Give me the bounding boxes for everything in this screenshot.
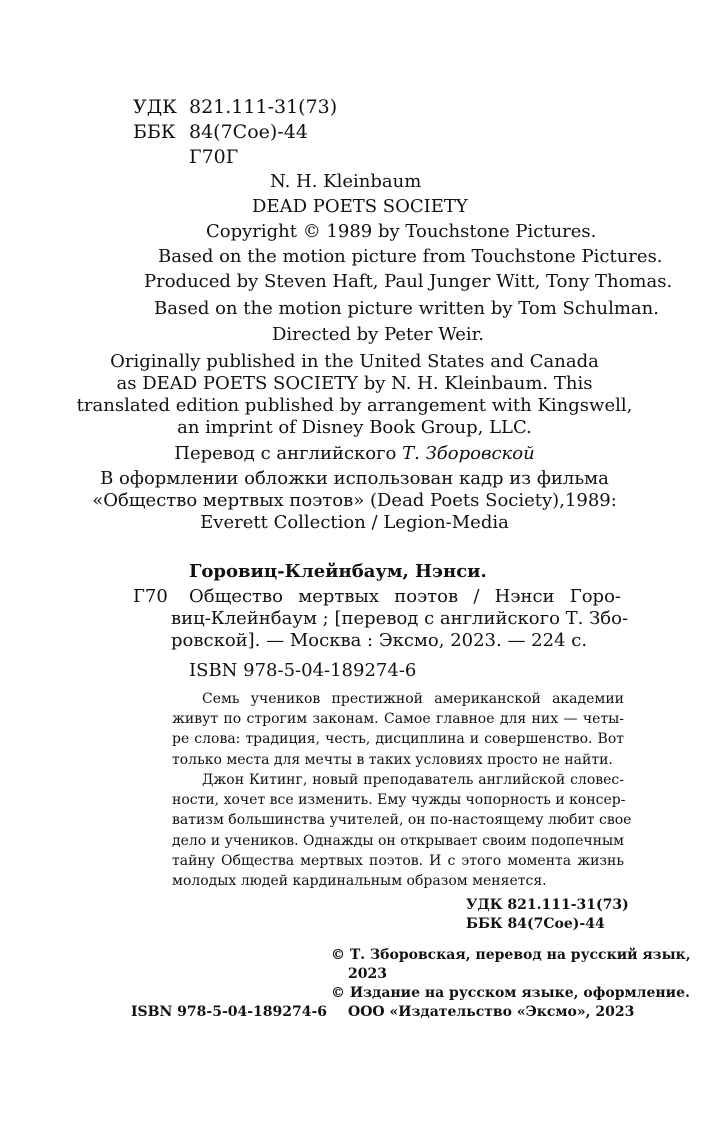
footer-isbn: ISBN 978-5-04-189274-6	[131, 1004, 328, 1020]
annotation-line: ватизм большинства учителей, он по-настоящему любит свое	[172, 812, 632, 829]
credits-copyright: Copyright © 1989 by Touchstone Pictures.	[206, 221, 597, 242]
footer-copyright-translation: © Т. Зборовская, перевод на русский язык,	[331, 947, 691, 963]
annotation-line: тайну Общества мертвых поэтов. И с этого момента жизнь	[172, 852, 624, 869]
credits-directed-by: Directed by Peter Weir.	[272, 324, 485, 345]
udk-value: 821.111-31(73)	[189, 96, 338, 118]
original-pub-line-4: an imprint of Disney Book Group, LLC.	[177, 417, 532, 438]
annotation-line: Джон Китинг, новый преподаватель английской словес-	[202, 772, 624, 788]
footer-copyright-design: © Издание на русском языке, оформление.	[331, 985, 690, 1001]
footer-udk: УДК 821.111-31(73)	[466, 897, 629, 913]
catalog-mark: Г70	[133, 586, 168, 607]
annotation-line: ре слова: традиция, честь, дисциплина и совершенство. Вот	[172, 731, 624, 748]
annotation-paragraph-2	[172, 770, 632, 891]
annotation-line: Семь учеников престижной американской академии	[202, 691, 624, 707]
original-pub-line-3: translated edition published by arrangement with Kingswell,	[76, 395, 633, 416]
bbk-line	[133, 121, 308, 143]
translator-name: Т. Зборовской	[402, 443, 535, 464]
credits-written-by: Based on the motion picture written by Tom Schulman.	[154, 298, 659, 319]
udk-line	[133, 96, 337, 118]
translation-credit	[0, 443, 709, 465]
annotation-paragraph-1	[172, 689, 624, 770]
footer-copyright-publisher: ООО «Издательство «Эксмо», 2023	[348, 1004, 635, 1020]
credits-author: N. H. Kleinbaum	[270, 171, 422, 192]
catalog-entry-line-1: Общество мертвых поэтов / Нэнси Горо-	[189, 586, 621, 607]
bbk-label: ББК	[133, 121, 176, 143]
catalog-entry-line-2: виц-Клейнбаум ; [перевод с английского Т. Збо-	[171, 608, 629, 629]
annotation-line: ности, хочет все изменить. Ему чужды чопорность и консер-	[172, 792, 626, 809]
annotation-line: живут по строгим законам. Самое главное для них — четы-	[172, 711, 624, 728]
catalog-entry-line-3: ровской]. — Москва : Эксмо, 2023. — 224 с.	[171, 630, 588, 651]
author-mark: Г70Г	[189, 146, 239, 168]
footer-copyright-translation-year: 2023	[348, 966, 387, 982]
annotation-line: молодых людей кардинальным образом меняется.	[172, 873, 547, 890]
original-pub-line-2: as DEAD POETS SOCIETY by N. H. Kleinbaum. This	[116, 373, 593, 394]
catalog-heading: Горовиц-Клейнбаум, Нэнси.	[189, 561, 487, 582]
annotation-line: дело и учеников. Однажды он открывает своим подопечным	[172, 832, 624, 849]
footer-bbk: ББК 84(7Сое)-44	[466, 916, 605, 932]
catalog-entry	[171, 586, 629, 652]
cover-line-3: Everett Collection / Legion-Media	[200, 512, 509, 533]
catalog-isbn: ISBN 978-5-04-189274-6	[189, 660, 417, 681]
cover-line-1: В оформлении обложки использован кадр из фильма	[100, 468, 609, 489]
credits-title: DEAD POETS SOCIETY	[252, 196, 468, 217]
bbk-value: 84(7Сое)-44	[189, 121, 308, 143]
credits-produced-by: Produced by Steven Haft, Paul Junger Witt, Tony Thomas.	[144, 271, 673, 292]
udk-label: УДК	[133, 96, 177, 118]
annotation-line: только места для мечты в таких условиях просто не найти.	[172, 751, 613, 768]
credits-based-on: Based on the motion picture from Touchstone Pictures.	[158, 246, 663, 267]
original-pub-line-1: Originally published in the United States and Canada	[110, 351, 599, 372]
cover-line-2: «Общество мертвых поэтов» (Dead Poets Society),1989:	[92, 490, 617, 511]
translation-prefix: Перевод с английского	[174, 443, 397, 464]
